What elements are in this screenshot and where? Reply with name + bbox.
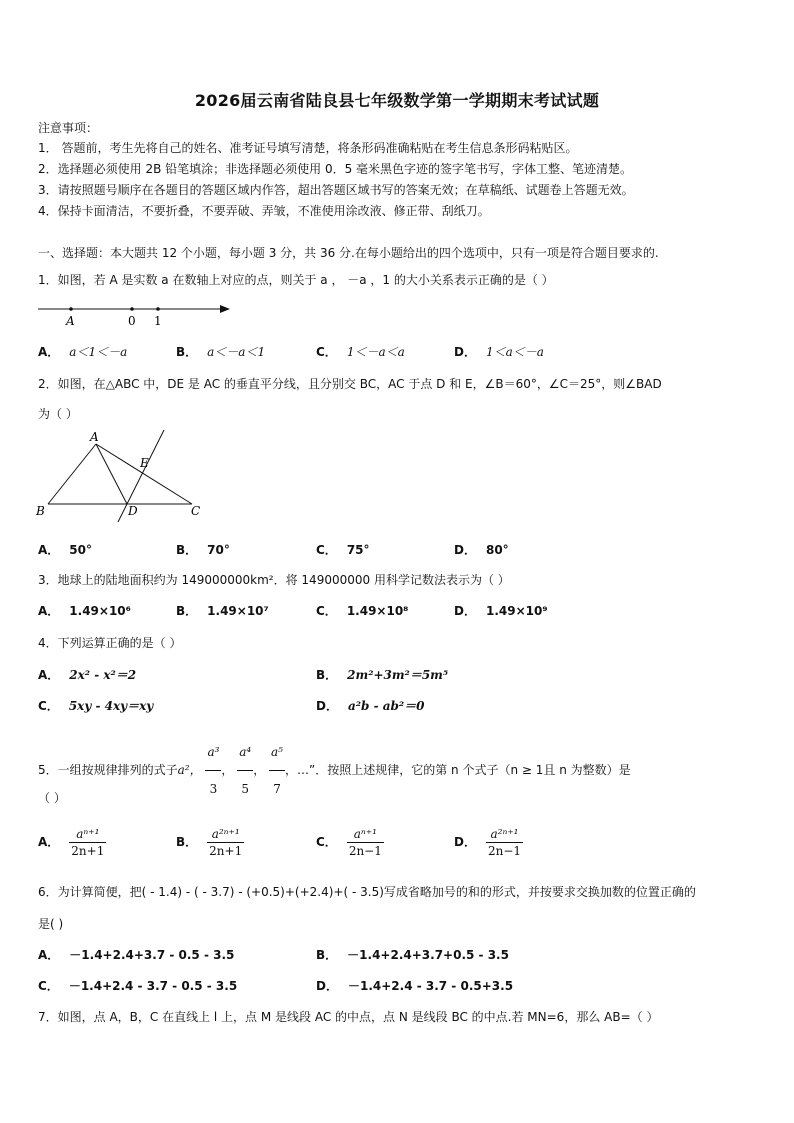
q5-option-b[interactable]: B． $\frac{\text{a²ⁿ⁺¹}}{2n+1}$ <box>176 827 243 858</box>
section-heading: 一、选择题：本大题共 12 个小题，每小题 3 分，共 36 分.在每小题给出的四个选项中，只有一项是符合题目要求的. <box>38 246 659 260</box>
segment-ad <box>96 444 127 504</box>
axis-label-zero: 0 <box>128 314 136 328</box>
q6-option-a[interactable]: A． －1.4+2.4+3.7 - 0.5 - 3.5 <box>38 948 235 962</box>
q4-option-a[interactable]: A． 2x² - x²＝2 <box>38 668 137 682</box>
q3-option-b[interactable]: B． 1.49×10⁷ <box>176 604 269 618</box>
question-3-stem: 3．地球上的陆地面积约为 149000000km²．将 149000000 用科学记数法表示为（ ） <box>38 573 510 587</box>
q5-option-d[interactable]: D． $\frac{\text{a²ⁿ⁺¹}}{2n-1}$ <box>454 827 522 858</box>
q3-option-d[interactable]: D． 1.49×10⁹ <box>454 604 548 618</box>
notice-item: 1． 答题前，考生先将自己的姓名、准考证号填写清楚，将条形码准确粘贴在考生信息条形码粘贴区。 <box>38 141 578 155</box>
segment-ac <box>96 444 192 504</box>
number-line-arrow <box>220 305 230 313</box>
label-a: A <box>90 430 99 444</box>
fraction-term-2: $\frac{\text{a⁴}}{5}$ <box>237 734 253 807</box>
q5-option-a[interactable]: A． $\frac{\text{aⁿ⁺¹}}{2n+1}$ <box>38 827 105 858</box>
question-5-paren: （ ） <box>38 791 66 805</box>
question-7-stem: 7．如图，点 A，B，C 在直线上 l 上，点 M 是线段 AC 的中点，点 N 是线段 BC 的中点.若 MN=6，那么 AB=（ ） <box>38 1010 659 1024</box>
label-e: E <box>140 456 149 470</box>
q2-option-c[interactable]: C． 75° <box>316 543 370 557</box>
q2-option-b[interactable]: B． 70° <box>176 543 230 557</box>
question-2-stem: 2．如图，在△ABC 中，DE 是 AC 的垂直平分线，且分别交 BC，AC 于点 D 和 E，∠B＝60°，∠C＝25°，则∠BAD <box>38 377 662 391</box>
fraction-term-1: $\frac{\text{a³}}{3}$ <box>205 734 221 807</box>
segment-ab <box>48 444 96 504</box>
notice-item: 2．选择题必须使用 2B 铅笔填涂；非选择题必须使用 0．5 毫米黑色字迹的签字笔书写，字体工整、笔迹清楚。 <box>38 162 633 176</box>
point-one-dot <box>156 307 160 311</box>
label-d: D <box>128 504 138 518</box>
q1-option-c[interactable]: C． 1＜－a＜a <box>316 345 405 359</box>
label-b: B <box>36 504 45 518</box>
question-6-stem: 6．为计算简便，把( - 1.4) - ( - 3.7) - (+0.5)+(+2.4)+( - 3.5)写成省略加号的和的形式，并按要求交换加数的位置正确的 <box>38 885 696 899</box>
point-a-dot <box>69 307 73 311</box>
q4-option-d[interactable]: D． a²b - ab²＝0 <box>316 699 425 713</box>
number-line-figure <box>38 298 238 328</box>
axis-label-one: 1 <box>154 314 162 328</box>
perpendicular-bisector <box>118 430 164 522</box>
axis-label-a: A <box>66 314 75 328</box>
q1-option-a[interactable]: A． a＜1＜－a <box>38 345 128 359</box>
question-5-stem: 5．一组按规律排列的式子a²， $\frac{\text{a³}}{3}$ ， $\frac{\text{a⁴}}{5}$ ， $\frac{\text{a⁵}}{7}$ ，…”．按照上述规律，它的第 n 个式子（n ≥ 1且 n 为整数）是 <box>38 734 631 807</box>
q1-option-b[interactable]: B． a＜－a＜1 <box>176 345 266 359</box>
notice-item: 4．保持卡面清洁，不要折叠，不要弄破、弄皱，不准使用涂改液、修正带、刮纸刀。 <box>38 204 490 218</box>
question-1-stem: 1．如图，若 A 是实数 a 在数轴上对应的点，则关于 a ， －a ，1 的大小关系表示正确的是（ ） <box>38 273 554 287</box>
triangle-figure <box>36 428 216 524</box>
q5-option-c[interactable]: C． $\frac{\text{aⁿ⁺¹}}{2n-1}$ <box>316 827 382 858</box>
q4-option-b[interactable]: B． 2m²+3m²＝5m⁵ <box>316 668 449 682</box>
fraction-term-3: $\frac{\text{a⁵}}{7}$ <box>269 734 285 807</box>
q1-option-d[interactable]: D． 1＜a＜－a <box>454 345 544 359</box>
notice-heading: 注意事项： <box>38 121 99 135</box>
q4-option-c[interactable]: C． 5xy - 4xy＝xy <box>38 699 154 713</box>
q6-option-b[interactable]: B． －1.4+2.4+3.7+0.5 - 3.5 <box>316 948 509 962</box>
notice-item: 3．请按照题号顺序在各题目的答题区域内作答，超出答题区域书写的答案无效；在草稿纸、试题卷上答题无效。 <box>38 183 634 197</box>
q6-option-c[interactable]: C． －1.4+2.4 - 3.7 - 0.5 - 3.5 <box>38 979 238 993</box>
q6-option-d[interactable]: D． －1.4+2.4 - 3.7 - 0.5+3.5 <box>316 979 514 993</box>
q2-option-a[interactable]: A． 50° <box>38 543 92 557</box>
question-6-stem-cont: 是( ) <box>38 917 64 931</box>
q3-option-a[interactable]: A． 1.49×10⁶ <box>38 604 131 618</box>
question-4-stem: 4．下列运算正确的是（ ） <box>38 636 182 650</box>
page-title: 2026届云南省陆良县七年级数学第一学期期末考试试题 <box>194 91 600 110</box>
q3-option-c[interactable]: C． 1.49×10⁸ <box>316 604 409 618</box>
question-2-stem-cont: 为（ ） <box>38 407 78 421</box>
q2-option-d[interactable]: D． 80° <box>454 543 509 557</box>
label-c: C <box>191 504 201 518</box>
point-zero-dot <box>130 307 134 311</box>
